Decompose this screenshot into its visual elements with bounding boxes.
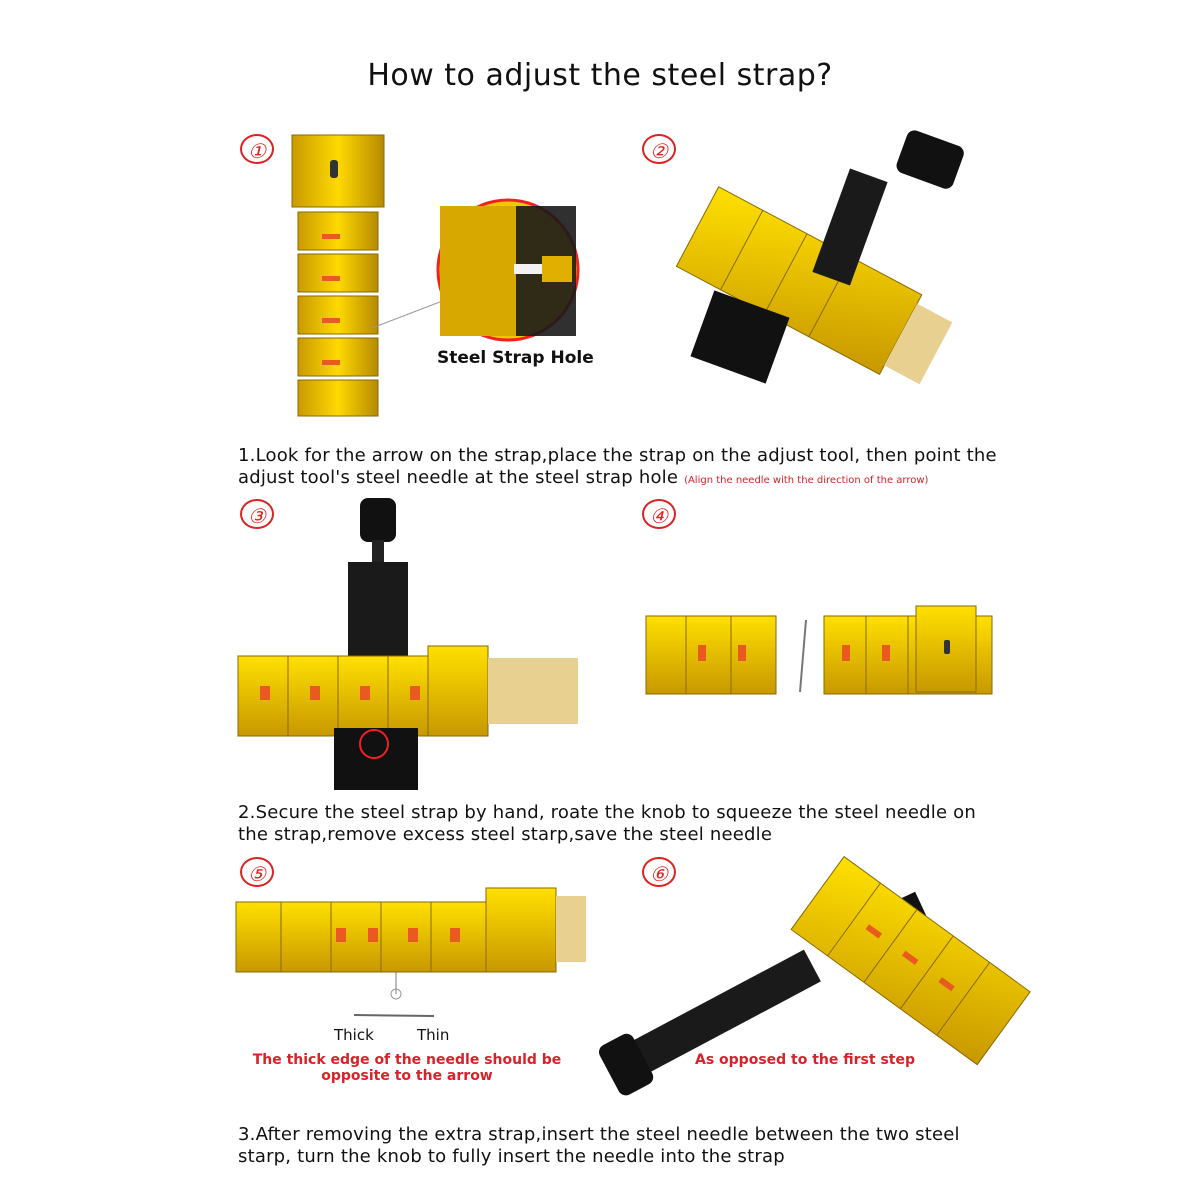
- step-4-badge: ④: [642, 499, 676, 529]
- steel-strap-hole-label: Steel Strap Hole: [437, 348, 594, 368]
- instruction-1: [238, 445, 998, 492]
- step-5-needle-note: The thick edge of the needle should be opposite to the arrow: [252, 1052, 562, 1084]
- step-2-tool-illustration: [640, 132, 980, 442]
- needle-thick-label: Thick: [334, 1026, 374, 1044]
- page-title: How to adjust the steel strap?: [367, 58, 833, 93]
- step-1-strap-illustration: [280, 130, 590, 420]
- instruction-3: 3.After removing the extra strap,insert the steel needle between the two steel starp, turn the knob to fully insert the needle into the strap: [238, 1124, 960, 1167]
- instruction-1-note: (Align the needle with the direction of the arrow): [684, 475, 929, 486]
- step-1-badge: ①: [240, 134, 274, 164]
- step-4-separated-strap-illustration: [646, 600, 992, 700]
- step-6-badge: ⑥: [642, 857, 676, 887]
- instruction-2: 2.Secure the steel strap by hand, roate the knob to squeeze the steel needle on the strap,remove excess steel starp,save the steel needle: [238, 802, 976, 845]
- step-3-tool-illustration: [238, 496, 588, 796]
- needle-thin-label: Thin: [417, 1026, 450, 1044]
- step-5-badge: ⑤: [240, 857, 274, 887]
- step-2-badge: ②: [642, 134, 676, 164]
- step-3-badge: ③: [240, 499, 274, 529]
- instruction-1-text: 1.Look for the arrow on the strap,place the strap on the adjust tool, then point the adjust tool's steel needle at the steel strap hole: [238, 445, 997, 488]
- step-5-strap-illustration: [236, 884, 586, 1004]
- step-6-note: As opposed to the first step: [695, 1052, 915, 1068]
